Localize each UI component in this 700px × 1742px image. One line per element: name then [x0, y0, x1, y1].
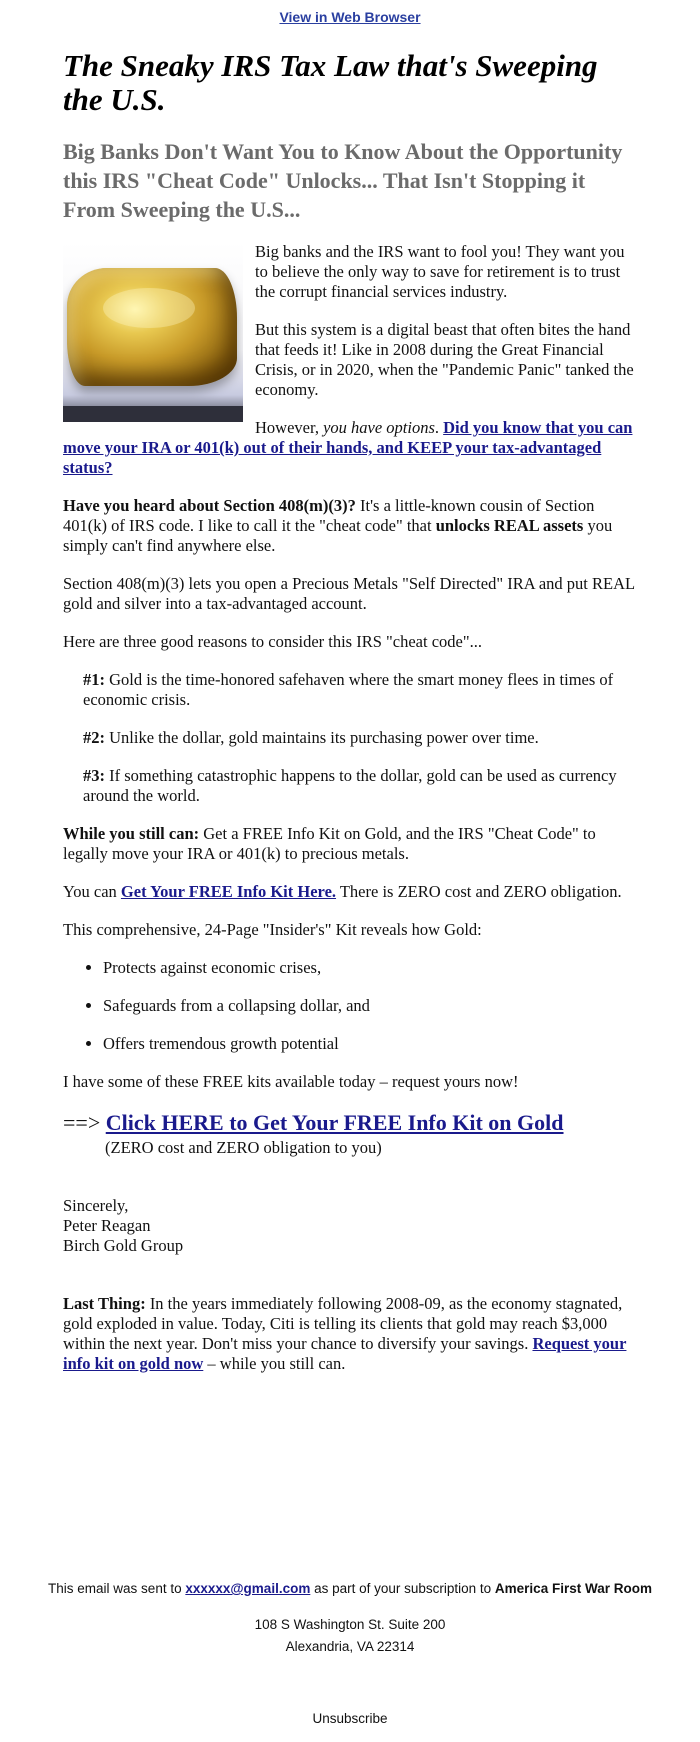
signoff-company: Birch Gold Group: [63, 1236, 184, 1255]
free-kit-link[interactable]: Get Your FREE Info Kit Here.: [120, 882, 337, 901]
reason-number: #1:: [83, 670, 105, 689]
list-item: • Protects against economic crises,: [103, 958, 639, 978]
list-item: • Safeguards from a collapsing dollar, and: [103, 996, 639, 1016]
last-thing-paragraph: [63, 1294, 639, 1374]
signoff-name: Peter Reagan: [63, 1216, 151, 1235]
intro-p3-dot: .: [434, 418, 444, 437]
you-can-paragraph: [63, 882, 639, 902]
intro-p3-lead: However,: [255, 418, 324, 437]
section-408-text2: you simply can't find anywhere else.: [63, 516, 613, 555]
gold-nugget-shape: [67, 268, 237, 386]
last-thing-tail: – while you still can.: [203, 1354, 346, 1373]
subheadline: Big Banks Don't Want You to Know About the Opportunity this IRS "Cheat Code" Unlocks... That Isn't Stopping it From Sweeping the U.S...: [63, 139, 623, 222]
cta-block: [63, 1110, 639, 1158]
list-item: • Offers tremendous growth potential: [103, 1034, 639, 1054]
footer-address: [0, 1614, 700, 1658]
unsubscribe-link[interactable]: Unsubscribe: [312, 1711, 388, 1726]
email-body: [63, 49, 639, 1374]
cta-arrow: ==>: [63, 1110, 101, 1135]
footer-sent-to: This email was sent to: [48, 1581, 186, 1596]
footer: [0, 1578, 700, 1730]
kits-available-paragraph: I have some of these FREE kits available today – request yours now!: [63, 1072, 519, 1091]
reason-text: Gold is the time-honored safehaven where the smart money flees in times of economic crisis.: [83, 670, 614, 709]
intro-paragraph-2: But this system is a digital beast that often bites the hand that feeds it! Like in 2008 during the Great Financial Crisis, or in 2020, when the "Pandemic Panic" tanked the economy.: [255, 320, 634, 399]
intro-p3-italic: you have options: [323, 418, 435, 437]
gold-bar-image: [63, 242, 243, 422]
footer-sent-line: [0, 1578, 700, 1600]
footer-part-of: as part of your subscription to: [310, 1581, 495, 1596]
signoff: [63, 1196, 639, 1256]
intro-section: [63, 242, 639, 478]
view-in-browser-link[interactable]: View in Web Browser: [279, 9, 421, 25]
reason-text: Unlike the dollar, gold maintains its purchasing power over time.: [105, 728, 539, 747]
footer-address-line2: Alexandria, VA 22314: [285, 1639, 415, 1654]
still-can-bold: While you still can:: [63, 824, 200, 843]
cta-note: (ZERO cost and ZERO obligation to you): [105, 1138, 382, 1157]
intro-paragraph-1: Big banks and the IRS want to fool you! They want you to believe the only way to save for retirement is to trust the corrupt financial services industry.: [255, 242, 625, 301]
you-can-lead: You can: [63, 882, 121, 901]
section-408-text1: It's a little-known cousin of Section 401(k) of IRS code. I like to call it the "cheat code" that: [63, 496, 595, 535]
section-408-unlocks: unlocks REAL assets: [435, 516, 584, 535]
still-can-text: Get a FREE Info Kit on Gold, and the IRS "Cheat Code" to legally move your IRA or 401(k) to precious metals.: [63, 824, 596, 863]
footer-email-link[interactable]: xxxxxx@gmail.com: [185, 1581, 311, 1596]
cta-link[interactable]: Click HERE to Get Your FREE Info Kit on Gold: [105, 1110, 564, 1135]
move-ira-link[interactable]: Did you know that you can move your IRA or 401(k) out of their hands, and KEEP your tax-advantaged status?: [63, 418, 633, 477]
view-in-browser-bar: [0, 0, 700, 25]
kit-intro-paragraph: This comprehensive, 24-Page "Insider's" Kit reveals how Gold:: [63, 920, 482, 939]
last-thing-text: In the years immediately following 2008-09, as the economy stagnated, gold exploded in value. Today, Citi is telling its clients that gold may reach $3,000 within the next year. Don't miss your chance to diversify your savings.: [63, 1294, 623, 1353]
reason-number: #2:: [83, 728, 105, 747]
you-can-tail: There is ZERO cost and ZERO obligation.: [336, 882, 622, 901]
signoff-line: Sincerely,: [63, 1196, 129, 1215]
last-thing-bold: Last Thing:: [63, 1294, 146, 1313]
self-directed-paragraph: Section 408(m)(3) lets you open a Precious Metals "Self Directed" IRA and put REAL gold and silver into a tax-advantaged account.: [63, 574, 635, 613]
reason-item: [83, 766, 639, 806]
image-bottom-strip: [63, 406, 243, 422]
section-408-question: Have you heard about Section 408(m)(3)?: [63, 496, 356, 515]
footer-org: America First War Room: [494, 1581, 652, 1596]
kit-benefits-list: [63, 958, 639, 1054]
intro-paragraph-3: [63, 418, 639, 478]
cta-line: [63, 1110, 639, 1136]
section-408-paragraph: [63, 496, 639, 556]
three-reasons-paragraph: Here are three good reasons to consider this IRS "cheat code"...: [63, 632, 482, 651]
reason-text: If something catastrophic happens to the dollar, gold can be used as currency around the world.: [83, 766, 617, 805]
footer-address-line1: 108 S Washington St. Suite 200: [254, 1617, 446, 1632]
reason-number: #3:: [83, 766, 105, 785]
reasons-list: [83, 670, 639, 806]
headline: The Sneaky IRS Tax Law that's Sweeping the U.S.: [63, 48, 598, 117]
request-kit-link[interactable]: Request your info kit on gold now: [63, 1334, 627, 1373]
reason-item: [83, 728, 639, 748]
still-can-paragraph: [63, 824, 639, 864]
reason-item: [83, 670, 639, 710]
